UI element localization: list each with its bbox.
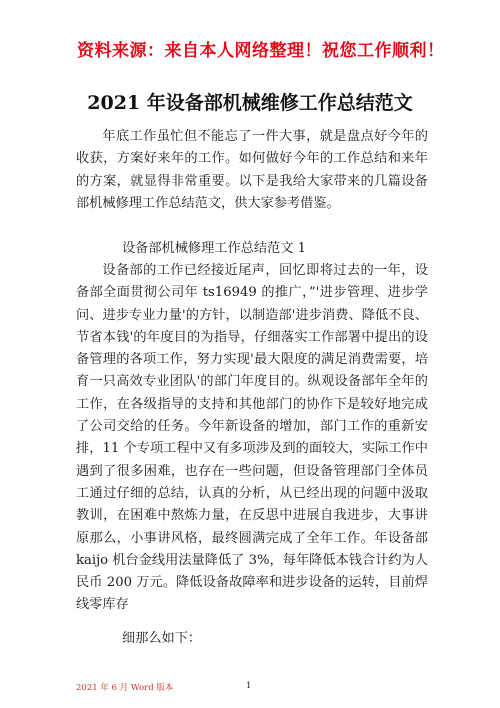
intro-paragraph: 年底工作虽忙但不能忘了一件大事，就是盘点好今年的收获，方案好来年的工作。如何做好今年的工作总结和来年的方案，就显得非常重要。以下是我给大家带来的几篇设备部机械修理工作总结范文，供大家参考借鉴。	[76, 129, 428, 211]
page-number: 1	[246, 681, 252, 691]
footer-date-version: 2021 年 6 月 Word 版本	[76, 683, 174, 693]
page-footer	[76, 681, 428, 693]
document-title: 2021 年设备部机械维修工作总结范文	[87, 92, 413, 114]
main-paragraph: 设备部的工作已经接近尾声，回忆即将过去的一年，设备部全面贯彻公司年 ts16949 的推广，”'进步管理、进步学问、进步专业力量'的方针，以制造部'进步消费、降低不良、节省本钱'的年度目的为指导，仔细落实工作部署中提出的设备管理的各项工作，努力实现'最大限度的满足消费需要，培育一只高效专业团队'的部门年度目的。纵观设备部年全年的工作，在各级指导的支持和其他部门的协作下是较好地完成了公司交给的任务。今年新设备的增加，部门工作的重新安排，11 个专项工程中又有多项涉及到的面较大，实际工作中遇到了很多困难，也存在一些问题，但设备管理部门全体员工通过仔细的总结，认真的分析，从已经出现的问题中汲取教训，在困难中熬炼力量，在反思中进展自我进步，大事讲原那么，小事讲风格，最终圆满完成了全年工作。年设备部 kaijo 机台金线用法量降低了 3%，每年降低本钱合计约为人民币 200 万元。降低设备故障率和进步设备的运转，目前焊线零库存	[76, 263, 428, 613]
source-banner: 资料来源：来自本人网络整理！祝您工作顺利！	[77, 41, 445, 61]
tail-line: 细那么如下：	[122, 631, 202, 646]
section-heading: 设备部机械修理工作总结范文 1	[122, 241, 307, 256]
